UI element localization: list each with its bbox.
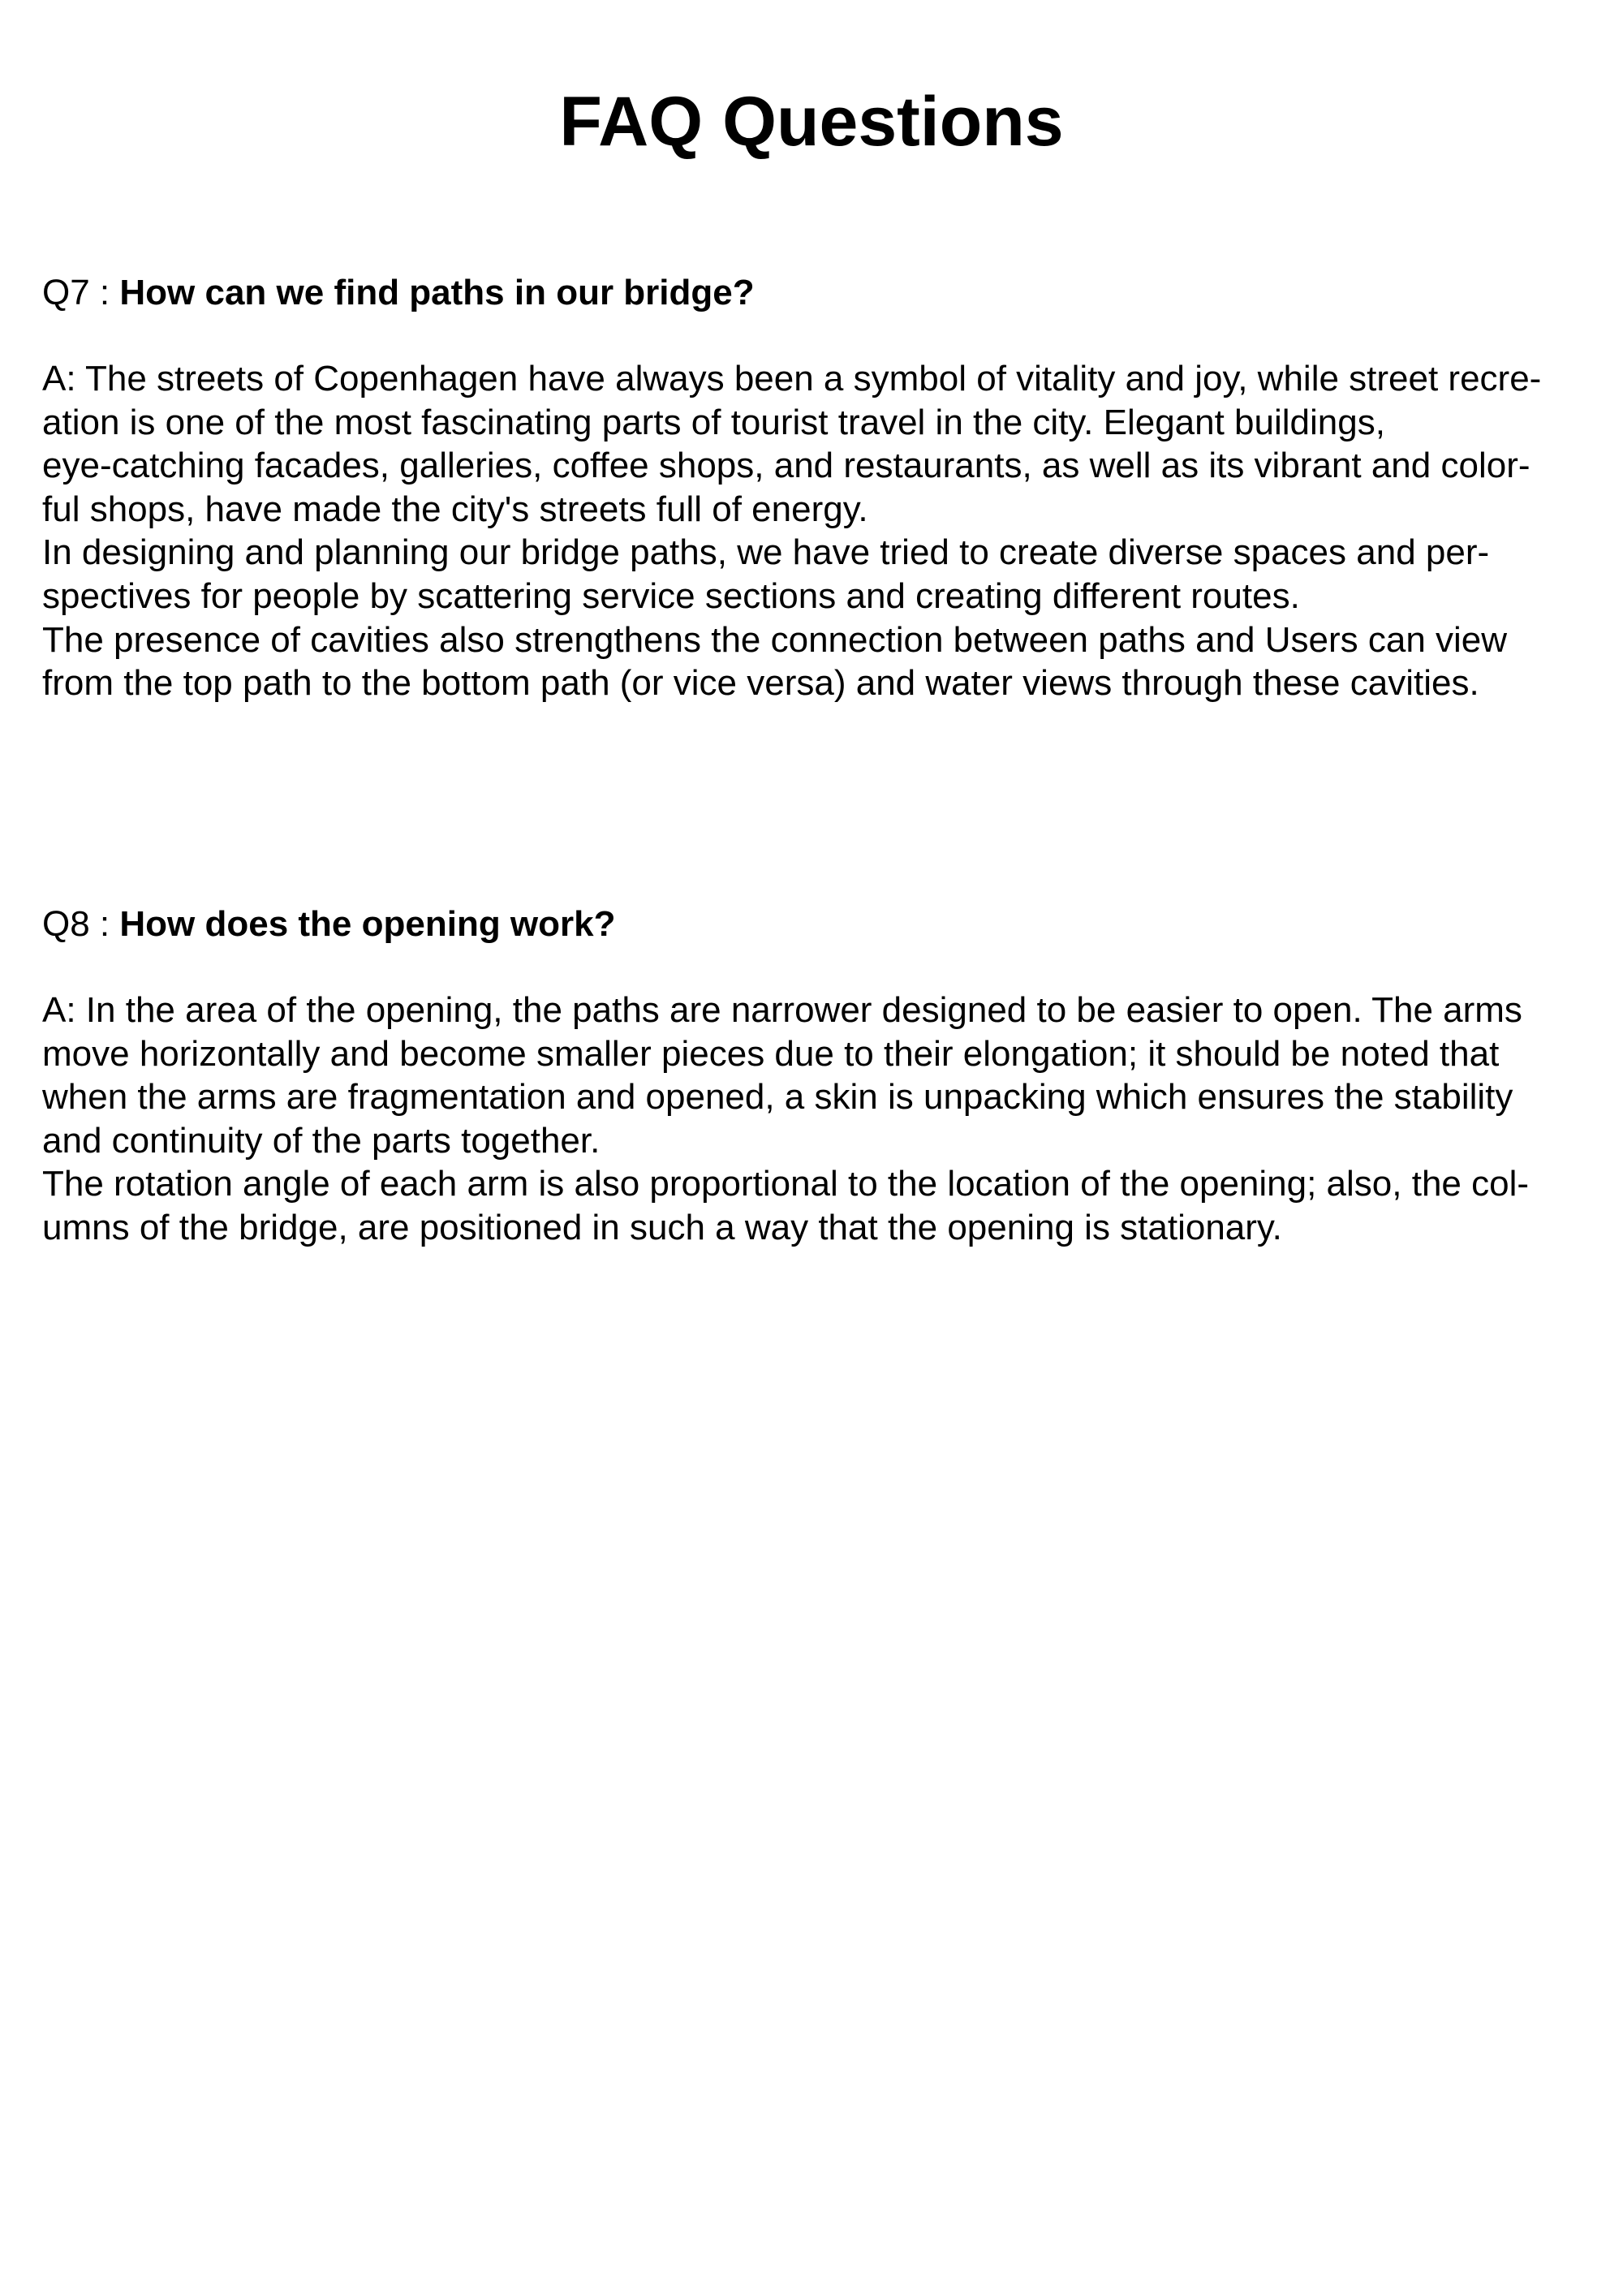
answer-line: A: In the area of the opening, the paths are narrower designed to be easier to open. The arms <box>42 990 1522 1030</box>
faq-answer <box>42 357 1584 705</box>
answer-line: ful shops, have made the city's streets full of energy. <box>42 489 868 529</box>
answer-line: ation is one of the most fascinating parts of tourist travel in the city. Elegant buildings, <box>42 402 1385 442</box>
answer-line: spectives for people by scattering service sections and creating different routes. <box>42 575 1300 616</box>
faq-answer <box>42 989 1584 1250</box>
question-text: How can we find paths in our bridge? <box>119 273 755 312</box>
answer-line: umns of the bridge, are positioned in such a way that the opening is stationary. <box>42 1207 1282 1247</box>
question-text: How does the opening work? <box>119 904 616 944</box>
answer-line: move horizontally and become smaller pieces due to their elongation; it should be noted that <box>42 1033 1500 1074</box>
answer-line: A: The streets of Copenhagen have always been a symbol of vitality and joy, while street recre- <box>42 359 1542 398</box>
answer-line: when the arms are fragmentation and opened, a skin is unpacking which ensures the stability <box>42 1077 1513 1118</box>
answer-line: In designing and planning our bridge paths, we have tried to create diverse spaces and per- <box>42 532 1490 573</box>
answer-line: and continuity of the parts together. <box>42 1120 601 1161</box>
faq-question <box>42 269 1584 317</box>
question-number: Q7 : <box>42 273 120 312</box>
answer-line: The presence of cavities also strengthens the connection between paths and Users can view <box>42 619 1508 660</box>
question-number: Q8 : <box>42 904 120 944</box>
faq-question <box>42 901 1584 948</box>
faq-item-q8 <box>42 901 1584 1250</box>
answer-line: The rotation angle of each arm is also proportional to the location of the opening; also, the col- <box>42 1164 1530 1204</box>
faq-item-q7 <box>42 269 1584 705</box>
page-title: FAQ Questions <box>559 83 1064 161</box>
answer-line: from the top path to the bottom path (or vice versa) and water views through these cavities. <box>42 663 1479 704</box>
answer-line: eye-catching facades, galleries, coffee shops, and restaurants, as well as its vibrant and color- <box>42 446 1530 486</box>
